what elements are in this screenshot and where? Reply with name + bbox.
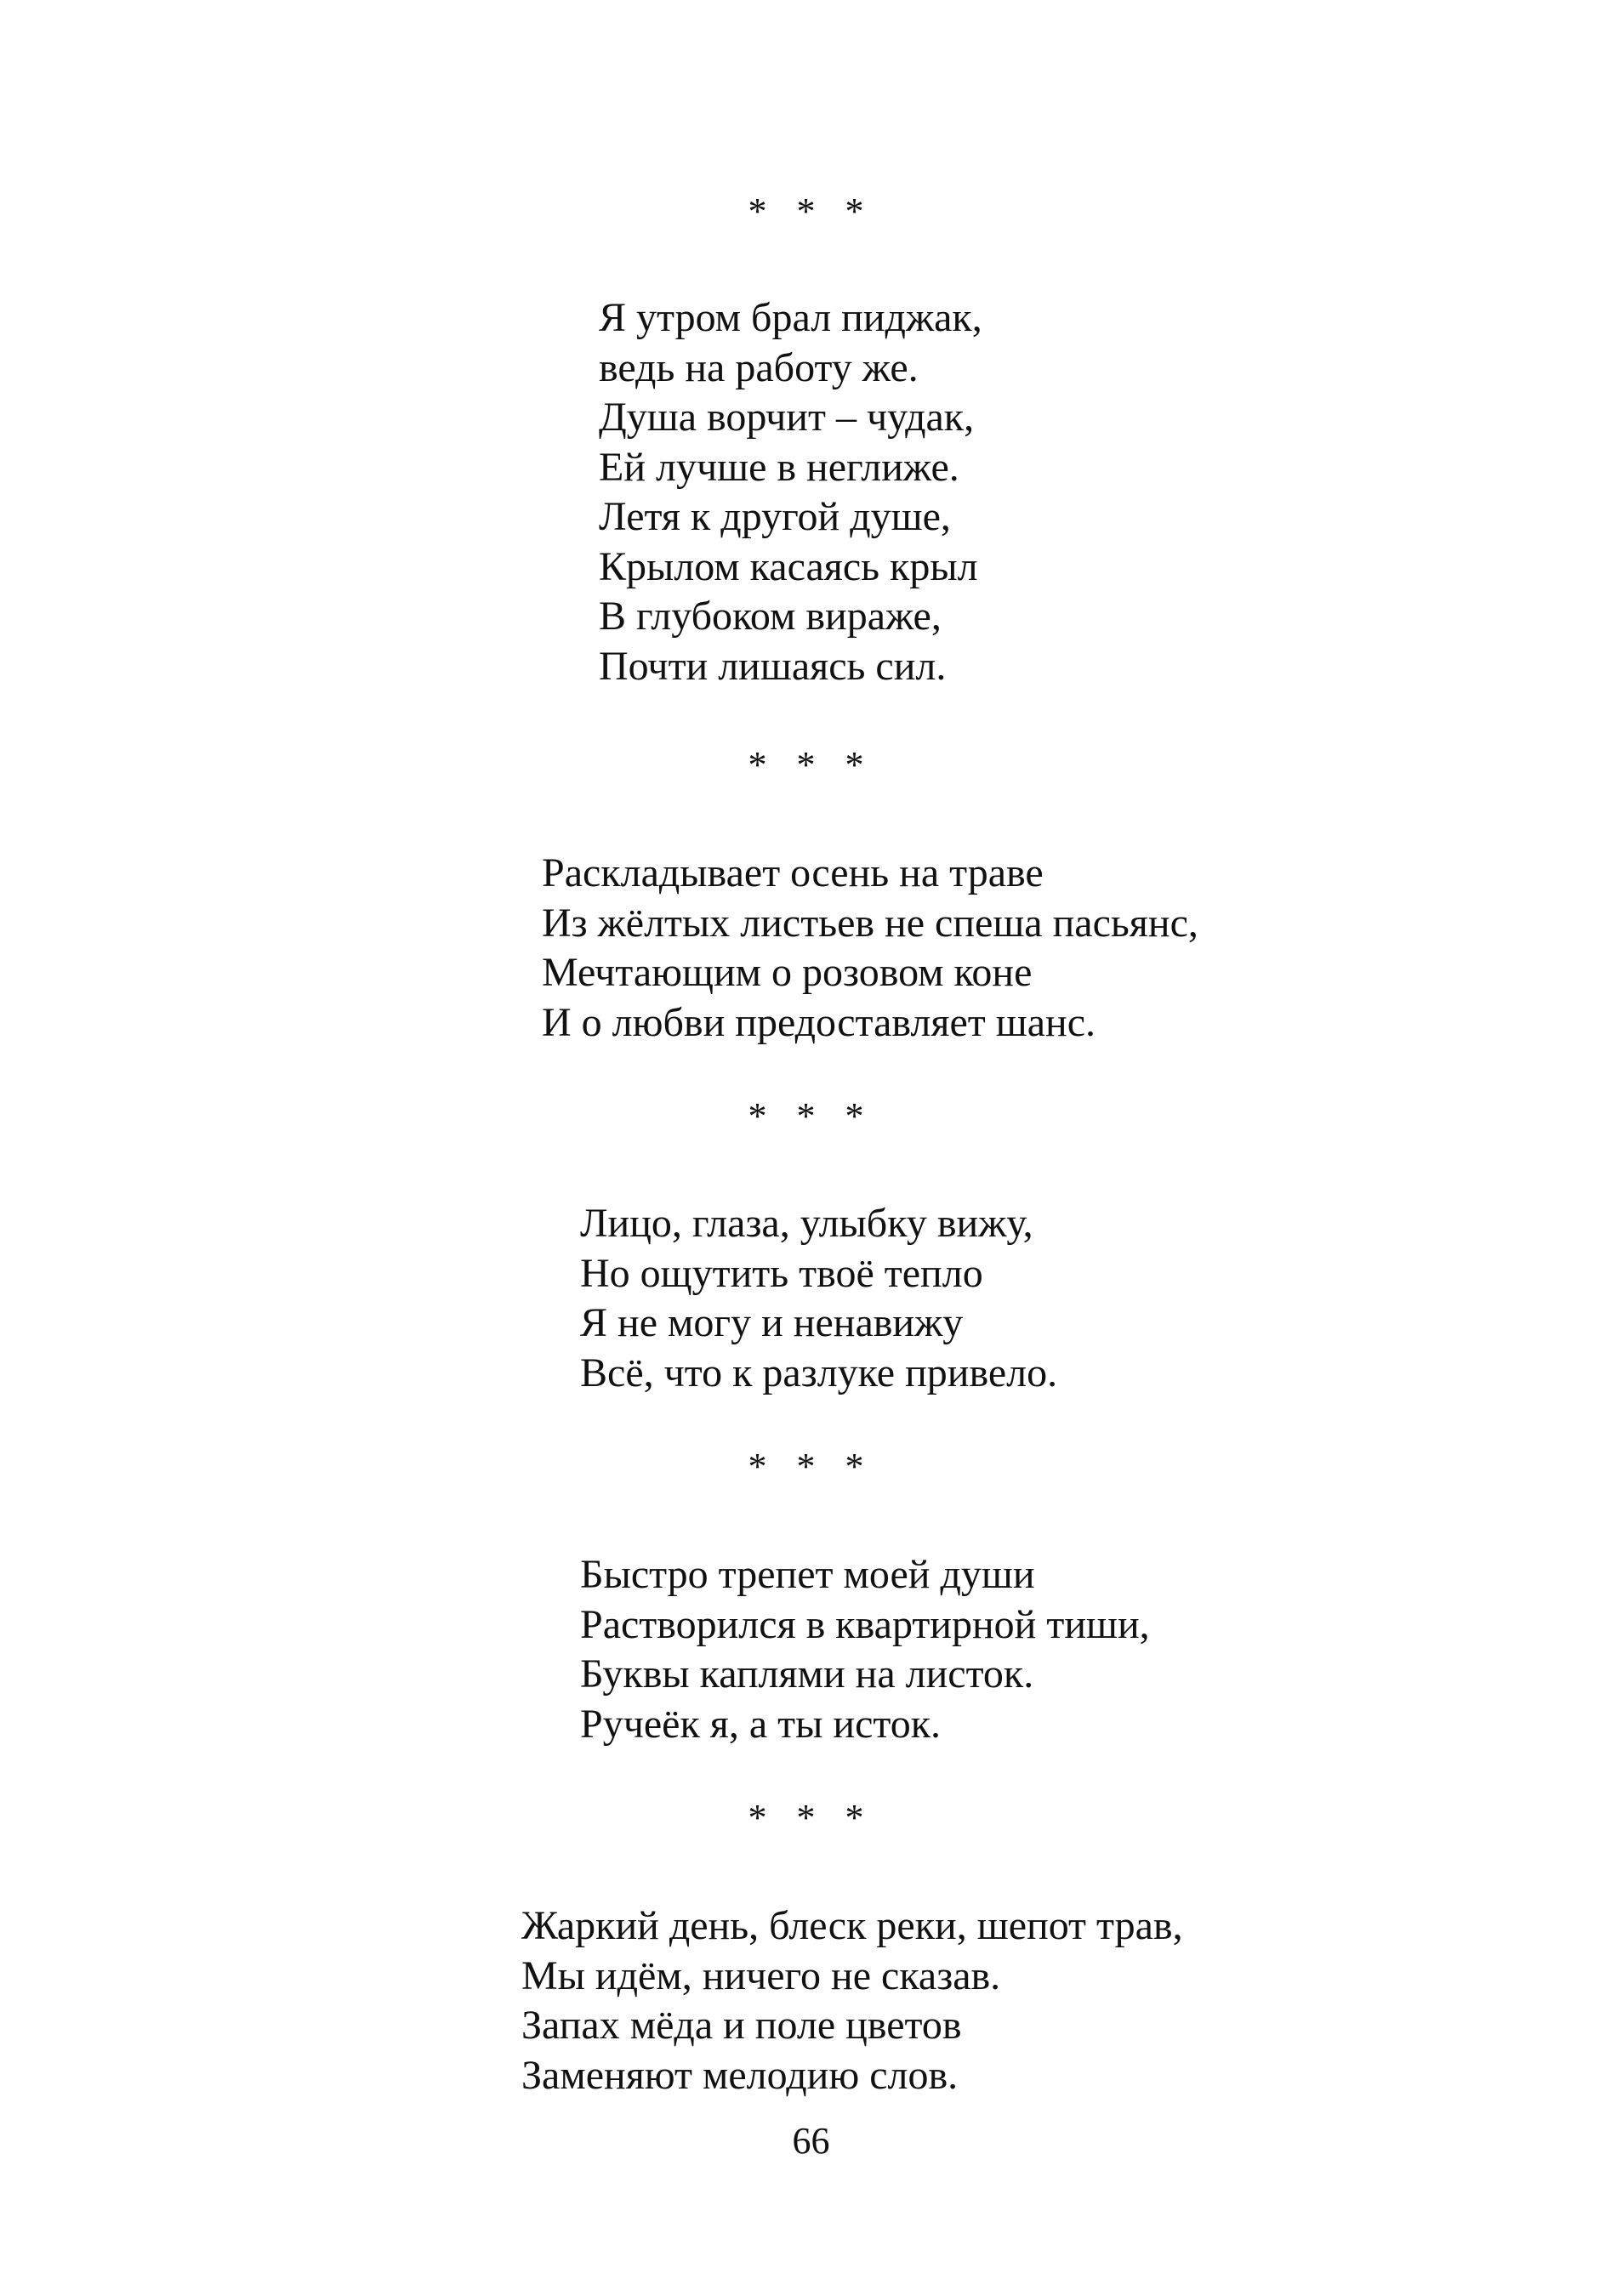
- section-separator: * * *: [748, 1797, 874, 1839]
- poem-line: Но ощутить твоё тепло: [580, 1250, 983, 1296]
- poem-2: [542, 849, 1198, 1048]
- poem-line: Раскладывает осень на траве: [542, 850, 1044, 895]
- poem-line: Из жёлтых листьев не спеша пасьянс,: [542, 900, 1198, 946]
- poem-4: [580, 1550, 1150, 1749]
- section-separator: * * *: [748, 1095, 874, 1137]
- poem-line: Ей лучше в неглиже.: [599, 444, 959, 490]
- poem-line: Я не могу и ненавижу: [580, 1300, 964, 1345]
- poem-line: Быстро трепет моей души: [580, 1552, 1035, 1597]
- section-separator: * * *: [748, 190, 874, 232]
- poem-line: И о любви предоставляет шанс.: [542, 999, 1096, 1045]
- poem-line: Крылом касаясь крыл: [599, 543, 978, 589]
- poem-line: Запах мёда и поле цветов: [521, 2003, 962, 2048]
- poem-line: ведь на работу же.: [599, 344, 919, 390]
- poem-line: Растворился в квартирной тиши,: [580, 1601, 1150, 1647]
- poem-line: Жаркий день, блеск реки, шепот трав,: [521, 1903, 1183, 1948]
- poem-line: В глубоком вираже,: [599, 594, 942, 639]
- poem-line: Всё, что к разлуке привело.: [580, 1350, 1058, 1395]
- poem-line: Летя к другой душе,: [599, 494, 951, 539]
- poem-3: [580, 1199, 1057, 1398]
- poem-line: Я утром брал пиджак,: [599, 295, 982, 340]
- poem-1: [599, 293, 982, 691]
- poem-line: Заменяют мелодию слов.: [521, 2052, 959, 2098]
- section-separator: * * *: [748, 744, 874, 786]
- poem-5: [521, 1901, 1183, 2100]
- poem-line: Душа ворчит – чудак,: [599, 395, 975, 440]
- poem-line: Мечтающим о розовом коне: [542, 950, 1033, 995]
- poem-line: Буквы каплями на листок.: [580, 1651, 1034, 1696]
- poem-line: Почти лишаясь сил.: [599, 643, 947, 689]
- section-separator: * * *: [748, 1446, 874, 1487]
- poem-line: Ручеёк я, а ты исток.: [580, 1701, 942, 1747]
- poem-line: Лицо, глаза, улыбку вижу,: [580, 1201, 1033, 1246]
- page-number: 66: [792, 2120, 830, 2162]
- poem-line: Мы идём, ничего не сказав.: [521, 1952, 1001, 1998]
